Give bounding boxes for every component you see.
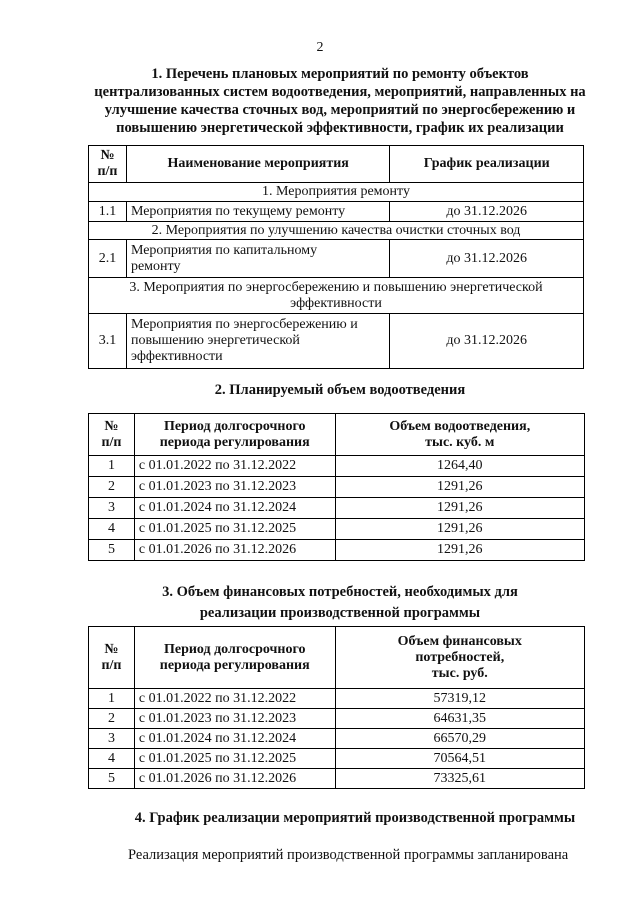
- row-period: с 01.01.2024 по 31.12.2024: [134, 729, 335, 749]
- row-value: 66570,29: [335, 729, 584, 749]
- row-number: 2: [89, 709, 135, 729]
- col-schedule-header: График реализации: [390, 146, 584, 183]
- section1-title-line: улучшение качества сточных вод, мероприятий по энергосбережению и: [104, 102, 576, 118]
- row-value: 64631,35: [335, 709, 584, 729]
- table-row: [89, 540, 585, 561]
- row-value: 1291,26: [335, 540, 584, 561]
- section4-title: 4. График реализации мероприятий производственной программы: [134, 810, 576, 826]
- group-title: 2. Мероприятия по улучшению качества очистки сточных вод: [89, 222, 584, 240]
- row-schedule: до 31.12.2026: [390, 314, 584, 369]
- row-period: с 01.01.2023 по 31.12.2023: [134, 477, 335, 498]
- row-number: 4: [89, 749, 135, 769]
- group-row: [89, 183, 584, 202]
- row-number: 2: [89, 477, 135, 498]
- col-number-header: № п/п: [89, 627, 135, 689]
- col-number-header: № п/п: [89, 414, 135, 456]
- section4-text: Реализация мероприятий производственной программы запланирована: [128, 847, 569, 863]
- measures-table: [88, 145, 584, 369]
- table-row: [89, 689, 585, 709]
- row-number: 3: [89, 729, 135, 749]
- group-title: 3. Мероприятия по энергосбережению и повышению энергетической эффективности: [89, 278, 584, 314]
- col-period-header: Период долгосрочного периода регулирования: [134, 414, 335, 456]
- row-number: 5: [89, 540, 135, 561]
- row-period: с 01.01.2023 по 31.12.2023: [134, 709, 335, 729]
- col-period-header: Период долгосрочного периода регулирования: [134, 627, 335, 689]
- group-row: [89, 222, 584, 240]
- table-row: [89, 749, 585, 769]
- section1-title: [88, 65, 592, 137]
- row-period: с 01.01.2026 по 31.12.2026: [134, 769, 335, 789]
- table-row: [89, 202, 584, 222]
- table-row: [89, 456, 585, 477]
- col-number-header: № п/п: [89, 146, 127, 183]
- row-period: с 01.01.2025 по 31.12.2025: [134, 519, 335, 540]
- table-header-row: [89, 146, 584, 183]
- row-value: 73325,61: [335, 769, 584, 789]
- section2-title: 2. Планируемый объем водоотведения: [214, 382, 466, 398]
- col-volume-header: Объем водоотведения, тыс. куб. м: [335, 414, 584, 456]
- row-number: 5: [89, 769, 135, 789]
- table-header-row: [89, 627, 585, 689]
- wastewater-volume-table: [88, 413, 585, 561]
- row-number: 2.1: [89, 240, 127, 278]
- row-number: 3.1: [89, 314, 127, 369]
- table-row: [89, 240, 584, 278]
- col-financial-header: Объем финансовых потребностей, тыс. руб.: [335, 627, 584, 689]
- row-name: Мероприятия по капитальному ремонту: [126, 240, 389, 278]
- row-period: с 01.01.2026 по 31.12.2026: [134, 540, 335, 561]
- row-schedule: до 31.12.2026: [390, 202, 584, 222]
- row-value: 57319,12: [335, 689, 584, 709]
- section3-title-line: 3. Объем финансовых потребностей, необходимых для: [162, 584, 518, 600]
- row-value: 1264,40: [335, 456, 584, 477]
- table-row: [89, 519, 585, 540]
- section3-title: [60, 582, 620, 624]
- section3-title-line: реализации производственной программы: [199, 605, 481, 621]
- row-number: 1: [89, 689, 135, 709]
- section1-title-line: централизованных систем водоотведения, мероприятий, направленных на: [94, 84, 586, 100]
- row-number: 3: [89, 498, 135, 519]
- group-title: 1. Мероприятия ремонту: [89, 183, 584, 202]
- group-row: [89, 278, 584, 314]
- section1-title-line: повышению энергетической эффективности, график их реализации: [116, 120, 564, 136]
- row-number: 4: [89, 519, 135, 540]
- row-value: 1291,26: [335, 477, 584, 498]
- financial-needs-table: [88, 626, 585, 789]
- row-period: с 01.01.2025 по 31.12.2025: [134, 749, 335, 769]
- table-row: [89, 769, 585, 789]
- row-name: Мероприятия по энергосбережению и повышению энергетической эффективности: [126, 314, 389, 369]
- row-number: 1: [89, 456, 135, 477]
- row-value: 1291,26: [335, 498, 584, 519]
- table-row: [89, 709, 585, 729]
- table-header-row: [89, 414, 585, 456]
- page-number: 2: [316, 40, 324, 55]
- table-row: [89, 314, 584, 369]
- table-row: [89, 729, 585, 749]
- row-period: с 01.01.2024 по 31.12.2024: [134, 498, 335, 519]
- section1-title-line: 1. Перечень плановых мероприятий по ремонту объектов: [151, 66, 529, 82]
- row-value: 70564,51: [335, 749, 584, 769]
- row-schedule: до 31.12.2026: [390, 240, 584, 278]
- row-name: Мероприятия по текущему ремонту: [126, 202, 389, 222]
- row-number: 1.1: [89, 202, 127, 222]
- table-row: [89, 498, 585, 519]
- row-value: 1291,26: [335, 519, 584, 540]
- row-period: с 01.01.2022 по 31.12.2022: [134, 456, 335, 477]
- table-row: [89, 477, 585, 498]
- row-period: с 01.01.2022 по 31.12.2022: [134, 689, 335, 709]
- col-name-header: Наименование мероприятия: [126, 146, 389, 183]
